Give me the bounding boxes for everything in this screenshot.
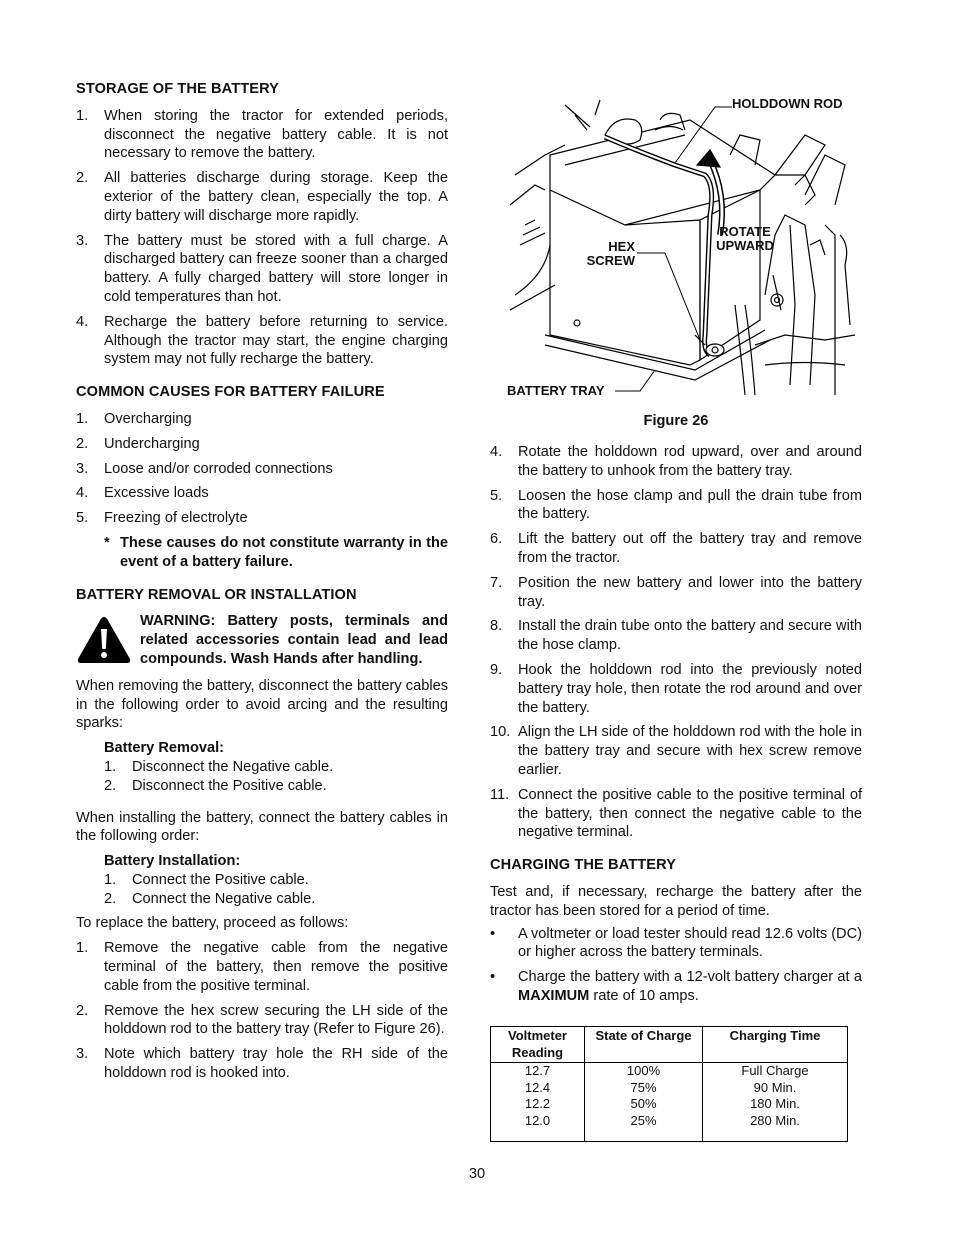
table-header: State of Charge — [585, 1027, 703, 1063]
list-item: 1. Remove the negative cable from the negative terminal of the battery, then remove the positive cable from the positive terminal. — [76, 940, 448, 994]
table-header: Voltmeter Reading — [491, 1027, 585, 1063]
list-item: • Charge the battery with a 12-volt battery charger at a MAXIMUM rate of 10 amps. — [490, 969, 862, 1004]
warning-text: WARNING: Battery posts, terminals and related accessories contain lead and lead compounds. Wash Hands after handling. — [140, 613, 448, 667]
table-row: 12.4 75% 90 Min. — [491, 1080, 848, 1097]
replace-intro: To replace the battery, proceed as follows: — [76, 915, 349, 932]
list-item: 5. Loosen the hose clamp and pull the drain tube from the battery. — [490, 487, 862, 523]
table-header: Charging Time — [703, 1027, 848, 1063]
charging-heading: CHARGING THE BATTERY — [490, 857, 677, 874]
list-item: 1. Connect the Positive cable. — [104, 871, 309, 888]
list-item: • A voltmeter or load tester should read 12.6 volts (DC) or higher across the battery terminals. — [490, 925, 862, 961]
label-holddown-rod: HOLDDOWN ROD — [732, 96, 843, 111]
warranty-note: * These causes do not constitute warranty in the event of a battery failure. — [104, 534, 448, 570]
label-battery-tray: BATTERY TRAY — [507, 383, 605, 398]
charging-table — [490, 1026, 848, 1142]
list-item: 1. Disconnect the Negative cable. — [104, 758, 334, 775]
label-rotate-upward: ROTATE UPWARD — [716, 224, 774, 253]
list-item: 3. Loose and/or corroded connections — [76, 460, 333, 477]
removal-steps — [76, 739, 448, 795]
removal-intro: When removing the battery, disconnect the battery cables in the following order to avoid arcing and the resulting sparks: — [76, 677, 448, 732]
replace-steps-continued — [490, 443, 862, 842]
storage-list — [76, 107, 448, 369]
list-item: 4. Excessive loads — [76, 485, 209, 502]
list-item: 2. All batteries discharge during storage. Keep the exterior of the battery clean, especially the top. A dirty battery will discharge more rapidly. — [76, 170, 448, 224]
list-item: 1. Overcharging — [76, 410, 192, 427]
table-row: 12.7 100% Full Charge — [491, 1063, 848, 1080]
list-item: 3. Note which battery tray hole the RH side of the holddown rod is hooked into. — [76, 1046, 448, 1082]
removal-heading: BATTERY REMOVAL OR INSTALLATION — [76, 586, 357, 603]
list-item: 2. Undercharging — [76, 435, 200, 452]
list-item: 2. Disconnect the Positive cable. — [104, 777, 327, 794]
left-column — [76, 80, 448, 1089]
page-number: 30 — [468, 1166, 486, 1182]
list-item: 11. Connect the positive cable to the positive terminal of the battery, then connect the negative cable to the negative terminal. — [490, 786, 862, 841]
battery-illustration — [505, 95, 865, 405]
list-item: 4. Recharge the battery before returning to service. Although the tractor may start, the engine charging system may not fully recharge the battery. — [76, 313, 448, 368]
install-intro: When installing the battery, connect the battery cables in the following order: — [76, 809, 448, 845]
list-item: 5. Freezing of electrolyte — [76, 510, 248, 527]
charging-intro: Test and, if necessary, recharge the battery after the tractor has been stored for a period of time. — [490, 883, 862, 919]
list-item: 6. Lift the battery out off the battery tray and remove from the tractor. — [490, 531, 862, 566]
label-hex-screw: HEX SCREW — [586, 239, 635, 268]
charging-bullets — [490, 925, 862, 1006]
warning-triangle-icon — [76, 615, 132, 665]
causes-heading: COMMON CAUSES FOR BATTERY FAILURE — [76, 384, 385, 401]
warning-block — [76, 612, 448, 668]
list-item: 4. Rotate the holddown rod upward, over and around the battery to unhook from the battery tray. — [490, 444, 862, 479]
list-item: 8. Install the drain tube onto the battery and secure with the hose clamp. — [490, 618, 862, 654]
list-item: 2. Connect the Negative cable. — [104, 890, 316, 907]
asterisk: * — [104, 534, 110, 551]
install-title: Battery Installation: — [104, 853, 241, 870]
list-item: 10. Align the LH side of the holddown rod with the hole in the battery tray and secure with hex screw remove earlier. — [490, 724, 862, 778]
list-item: 1. When storing the tractor for extended periods, disconnect the negative battery cable. It is not necessary to remove the battery. — [76, 107, 448, 162]
list-item: 2. Remove the hex screw securing the LH side of the holddown rod to the battery tray (Refer to Figure 26). — [76, 1002, 448, 1038]
list-item: 3. The battery must be stored with a full charge. A discharged battery can freeze sooner than a charged battery. A fully charged battery will store longer in cold temperatures than hot. — [76, 232, 448, 305]
list-item: 7. Position the new battery and lower into the battery tray. — [490, 574, 862, 610]
causes-list — [76, 410, 448, 528]
figure-caption: Figure 26 — [643, 413, 709, 429]
table-row: 12.0 25% 280 Min. — [491, 1113, 848, 1142]
table-row: 12.2 50% 180 Min. — [491, 1096, 848, 1113]
removal-title: Battery Removal: — [104, 740, 225, 757]
install-steps — [76, 852, 448, 908]
right-column — [490, 443, 862, 1012]
replace-list — [76, 939, 448, 1083]
figure-26-illustration — [505, 95, 865, 405]
storage-heading: STORAGE OF THE BATTERY — [76, 81, 280, 97]
list-item: 9. Hook the holddown rod into the previously noted battery tray hole, then rotate the rod around and over the battery. — [490, 661, 862, 716]
